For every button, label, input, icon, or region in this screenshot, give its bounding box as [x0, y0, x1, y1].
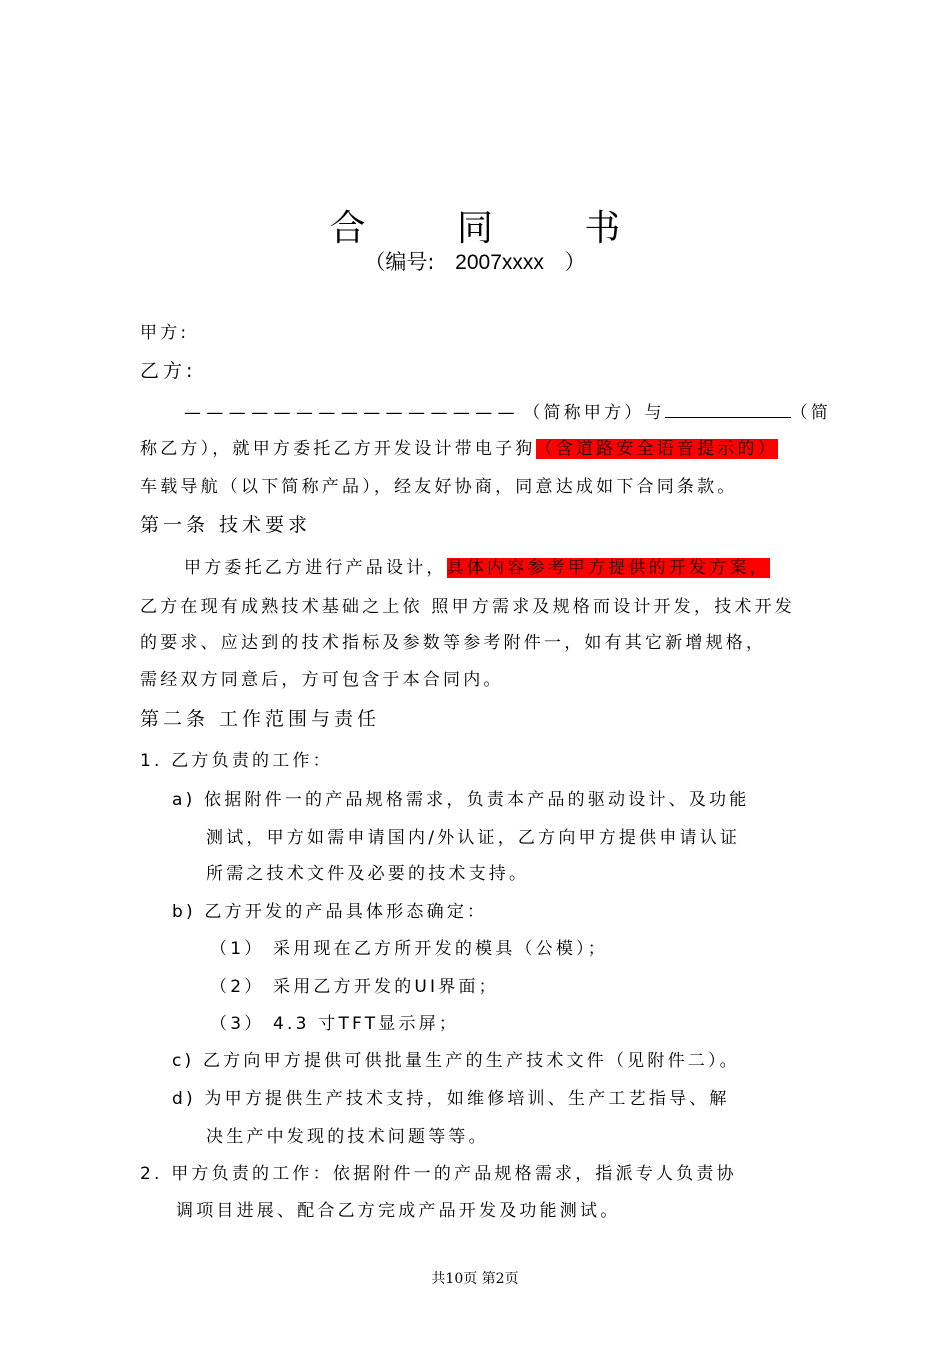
party-b-label: 乙方:: [140, 360, 197, 382]
intro-line-2: [140, 434, 778, 459]
article-1-line-1: [184, 553, 770, 578]
article-1-line-4: 需经双方同意后，方可包含于本合同内。: [140, 670, 504, 690]
article-1-line-1-text: 甲方委托乙方进行产品设计，: [184, 558, 447, 578]
blank-line: [665, 401, 791, 418]
item-b-sub-2: （2） 采用乙方开发的UI界面；: [210, 977, 499, 997]
article-1-line-3: 的要求、应达到的技术指标及参数等参考附件一，如有其它新增规格，: [140, 633, 767, 653]
article-2-item-2-line-2: 调项目进展、配合乙方完成产品开发及功能测试。: [176, 1201, 621, 1221]
item-b-sub-3: （3） 4.3 寸TFT显示屏；: [210, 1014, 460, 1034]
article-2-item-1: 1. 乙方负责的工作：: [140, 751, 333, 771]
article-2-heading: 第二条 工作范围与责任: [140, 708, 381, 730]
item-b-line-1: b) 乙方开发的产品具体形态确定：: [172, 902, 488, 922]
intro-line-1: [184, 398, 831, 423]
article-1-heading: 第一条 技术要求: [140, 514, 312, 536]
article-2-item-2-line-1: 2. 甲方负责的工作：依据附件一的产品规格需求，指派专人负责协: [140, 1164, 737, 1184]
item-d-line-1: d) 为甲方提供生产技术支持，如维修培训、生产工艺指导、解: [172, 1089, 730, 1109]
item-a-line-1: a) 依据附件一的产品规格需求，负责本产品的驱动设计、及功能: [172, 790, 750, 810]
item-a-line-3: 所需之技术文件及必要的技术支持。: [206, 864, 530, 884]
party-a-label: 甲方:: [140, 323, 190, 343]
page-footer: 共10页 第2页: [431, 1271, 519, 1287]
item-b-sub-1: （1） 采用现在乙方所开发的模具（公模）；: [210, 939, 608, 959]
highlight-text: （含道路安全语音提示的）: [535, 439, 778, 459]
intro-text-2: （简: [790, 403, 832, 423]
highlight-text: 具体内容参考甲方提供的开发方案，: [446, 558, 770, 578]
intro-text-1: （简称甲方）与: [523, 403, 665, 423]
intro-line-2-text: 称乙方），就甲方委托乙方开发设计带电子狗: [140, 439, 536, 459]
document-number-suffix: ）: [564, 250, 586, 274]
intro-dashes: — — — — — — — — — — — — — — —: [184, 403, 515, 423]
document-number-value: 2007xxxx: [455, 251, 544, 274]
document-title: 合 同 书: [329, 208, 661, 249]
item-a-line-2: 测试，甲方如需申请国内/外认证，乙方向甲方提供申请认证: [206, 828, 741, 848]
document-number-prefix: （编号:: [364, 250, 435, 274]
item-c-line: c) 乙方向甲方提供可供批量生产的生产技术文件（见附件二）。: [172, 1051, 740, 1071]
intro-line-3: 车载导航（以下简称产品），经友好协商，同意达成如下合同条款。: [140, 477, 738, 497]
item-d-line-2: 决生产中发现的技术问题等等。: [206, 1127, 489, 1147]
document-number: [0, 246, 950, 276]
article-1-line-2: 乙方在现有成熟技术基础之上依 照甲方需求及规格而设计开发，技术开发: [140, 597, 796, 617]
